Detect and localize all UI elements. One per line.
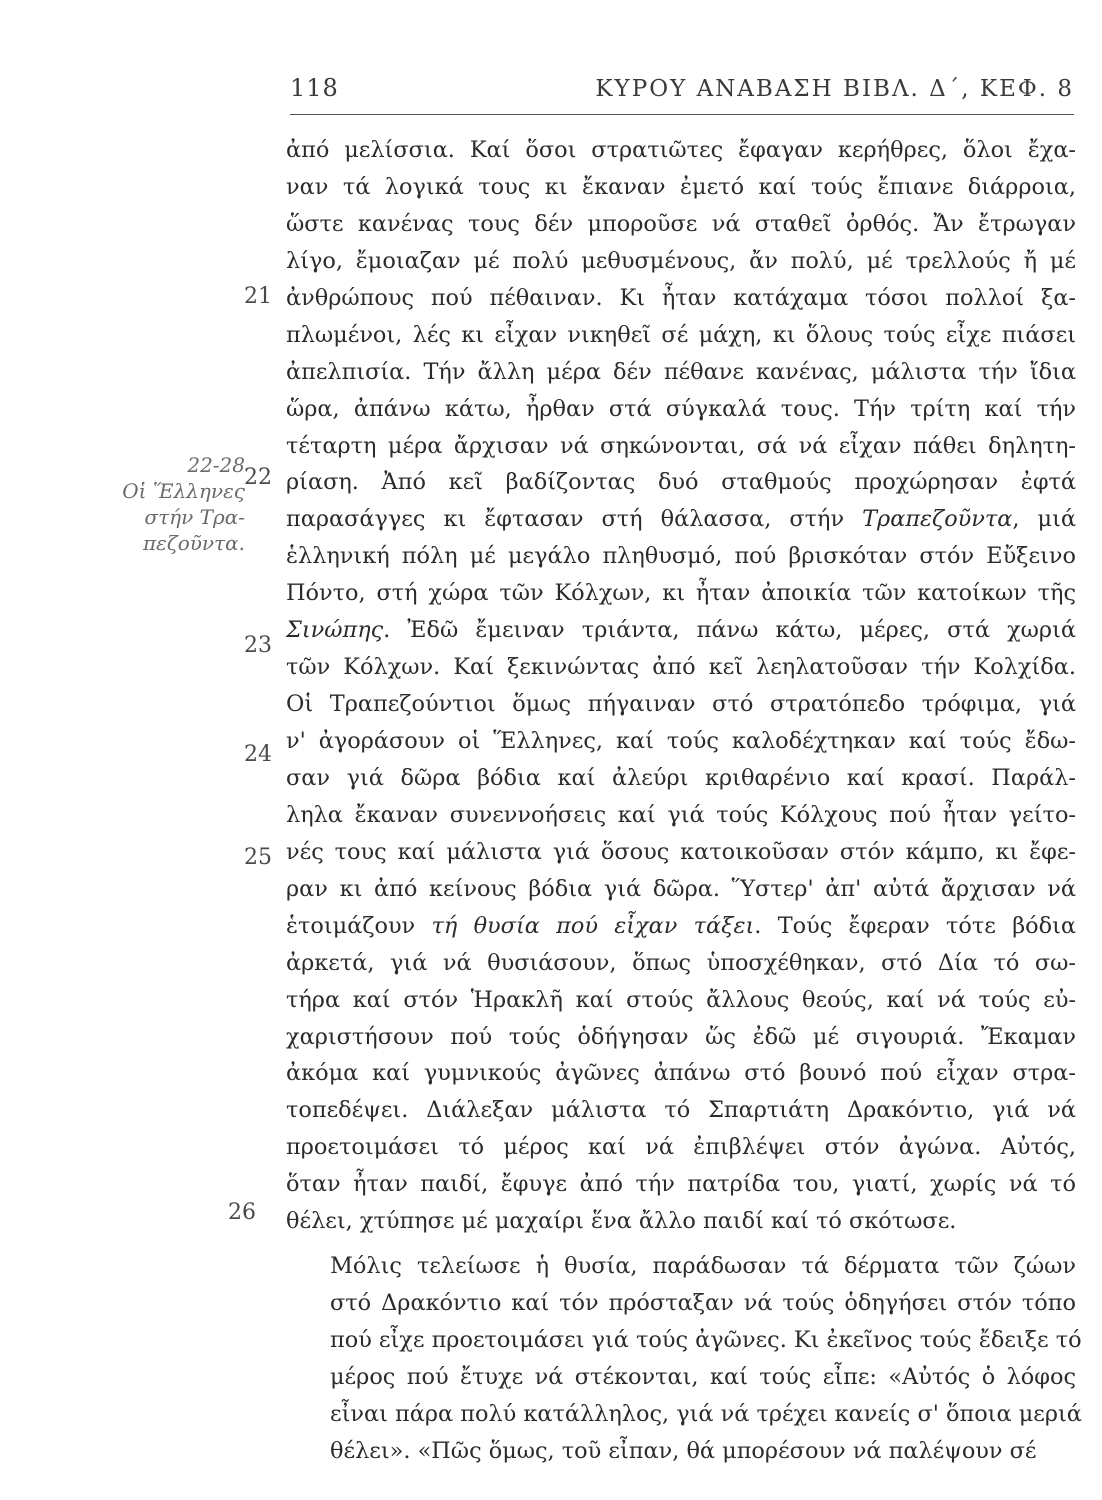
text-line: ἀπό μελίσσια. Καί ὅσοι στρατιῶτες ἔφαγαν κερήθρες, ὅλοι ἔχα- (286, 137, 1076, 163)
margin-note-line: στήν Τρα- (144, 505, 245, 529)
section-number: 25 (244, 845, 272, 870)
text-line: Μόλις τελείωσε ἡ θυσία, παράδωσαν τά δέρματα τῶν ζώων (330, 1253, 1076, 1280)
text-line: λίγο, ἔμοιαζαν μέ πολύ μεθυσμένους, ἄν πολύ, μέ τρελλούς ἤ μέ (286, 247, 1076, 274)
page-number: 118 (290, 74, 339, 102)
margin-note-line: πεζοῦντα. (142, 531, 245, 555)
text-line: στό Δρακόντιο καί τόν πρόσταξαν νά τούς ὁδηγήσει στόν τόπο (330, 1290, 1076, 1317)
text-line: ναν τά λογικά τους κι ἔκαναν ἐμετό καί τούς ἔπιανε διάρροια, (286, 173, 1076, 200)
running-header (290, 70, 1074, 116)
text-line: νές τους καί μάλιστα γιά ὅσους κατοικοῦσαν στόν κάμπο, κι ἔφε- (286, 838, 1076, 865)
header-rule (290, 114, 1074, 115)
text-line: τῶν Κόλχων. Καί ξεκινώντας ἀπό κεῖ λεηλατοῦσαν τήν Κολχίδα. (286, 654, 1076, 681)
text-line: ὥστε κανένας τους δέν μποροῦσε νά σταθεῖ ὀρθός. Ἄν ἔτρωγαν (286, 210, 1076, 237)
text-line: χαριστήσουν πού τούς ὁδήγησαν ὥς ἐδῶ μέ σιγουριά. Ἔκαμαν (286, 1023, 1076, 1050)
text-line: ἀρκετά, γιά νά θυσιάσουν, ὅπως ὑποσχέθηκαν, στό Δία τό σω- (286, 949, 1076, 976)
text-line: ἀνθρώπους πού πέθαιναν. Κι ἦταν κατάχαμα τόσοι πολλοί ξα- (286, 284, 1076, 311)
text-line: τέταρτη μέρα ἄρχισαν νά σηκώνονται, σά νά εἶχαν πάθει δηλητη- (286, 432, 1076, 459)
text-line: ἀπελπισία. Τήν ἄλλη μέρα δέν πέθανε κανένας, μάλιστα τήν ἴδια (286, 358, 1076, 385)
text-line: ὥρα, ἀπάνω κάτω, ἦρθαν στά σύγκαλά τους. Τήν τρίτη καί τήν (286, 395, 1076, 422)
section-number: 22 (244, 465, 272, 490)
text-line: ρίαση. Ἀπό κεῖ βαδίζοντας δυό σταθμούς προχώρησαν ἐφτά (286, 469, 1076, 496)
text-line: Οἱ Τραπεζούντιοι ὅμως πήγαιναν στό στρατόπεδο τρόφιμα, γιά (286, 691, 1076, 718)
text-line: ἑλληνική πόλη μέ μεγάλο πληθυσμό, πού βρισκόταν στόν Εὔξεινο (286, 543, 1076, 570)
text-line: προετοιμάσει τό μέρος καί νά ἐπιβλέψει στόν ἀγώνα. Αὐτός, (286, 1134, 1076, 1161)
text-line: εἶναι πάρα πολύ κατάλληλος, γιά νά τρέχει κανείς σ' ὅποια μεριά (330, 1400, 1082, 1427)
text-line: μέρος πού ἔτυχε νά στέκονται, καί τούς εἶπε: «Αὐτός ὁ λόφος (330, 1363, 1076, 1390)
section-number: 26 (228, 1200, 256, 1225)
text-line: πλωμένοι, λές κι εἶχαν νικηθεῖ σέ μάχη, κι ὅλους τούς εἶχε πιάσει (286, 321, 1076, 348)
text-line: πού εἶχε προετοιμάσει γιά τούς ἀγῶνες. Κι ἐκεῖνος τούς ἔδειξε τό (330, 1327, 1082, 1353)
body-text (286, 132, 1082, 1470)
running-title: ΚΥΡΟΥ ΑΝΑΒΑΣΗ ΒΙΒΛ. Δ΄, ΚΕΦ. 8 (595, 76, 1074, 102)
text-line: θέλει, χτύπησε μέ μαχαίρι ἕνα ἄλλο παιδί καί τό σκότωσε. (286, 1208, 957, 1235)
paragraph-26 (330, 1248, 1082, 1470)
italic-text: τή θυσία πού εἶχαν τάξει (431, 912, 755, 939)
section-number: 23 (244, 633, 272, 658)
margin-note-range: 22-28 (187, 453, 245, 477)
margin-note (110, 452, 245, 556)
italic-text: Σινώπης (286, 617, 384, 644)
text-line: τήρα καί στόν Ἡρακλῆ καί στούς ἄλλους θεούς, καί νά τούς εὐ- (286, 986, 1076, 1013)
text-line: ἑτοιμάζουν τή θυσία πού εἶχαν τάξει. Τούς ἔφεραν τότε βόδια (286, 912, 1076, 939)
margin-note-line: Οἱ Ἕλληνες (122, 479, 245, 503)
text-line: θέλει». «Πῶς ὅμως, τοῦ εἶπαν, θά μπορέσουν νά παλέψουν σέ (330, 1437, 1037, 1464)
paragraph-21-25 (286, 132, 1076, 1240)
text-line: ληλα ἔκαναν συνεννοήσεις καί γιά τούς Κόλχους πού ἦταν γείτο- (286, 801, 1076, 828)
text-line: παρασάγγες κι ἔφτασαν στή θάλασσα, στήν Τραπεζοῦντα, μιά (286, 506, 1077, 533)
text-line: Πόντο, στή χώρα τῶν Κόλχων, κι ἦταν ἀποικία τῶν κατοίκων τῆς (286, 580, 1076, 607)
section-number: 24 (244, 742, 272, 767)
text-line: Σινώπης. Ἐδῶ ἔμειναν τριάντα, πάνω κάτω, μέρες, στά χωριά (286, 617, 1076, 644)
text-line: ραν κι ἀπό κείνους βόδια γιά δῶρα. Ὕστερ' ἀπ' αὐτά ἄρχισαν νά (286, 875, 1076, 902)
text-line: ὅταν ἦταν παιδί, ἔφυγε ἀπό τήν πατρίδα του, γιατί, χωρίς νά τό (286, 1171, 1076, 1198)
text-line: τοπεδέψει. Διάλεξαν μάλιστα τό Σπαρτιάτη Δρακόντιο, γιά νά (286, 1097, 1076, 1124)
italic-text: Τραπεζοῦντα (862, 506, 1013, 533)
section-number: 21 (244, 284, 272, 309)
text-line: σαν γιά δῶρα βόδια καί ἀλεύρι κριθαρένιο καί κρασί. Παράλ- (286, 764, 1076, 791)
text-line: ν' ἀγοράσουν οἱ Ἕλληνες, καί τούς καλοδέχτηκαν καί τούς ἔδω- (286, 728, 1076, 754)
text-line: ἀκόμα καί γυμνικούς ἀγῶνες ἀπάνω στό βουνό πού εἶχαν στρα- (286, 1060, 1076, 1087)
